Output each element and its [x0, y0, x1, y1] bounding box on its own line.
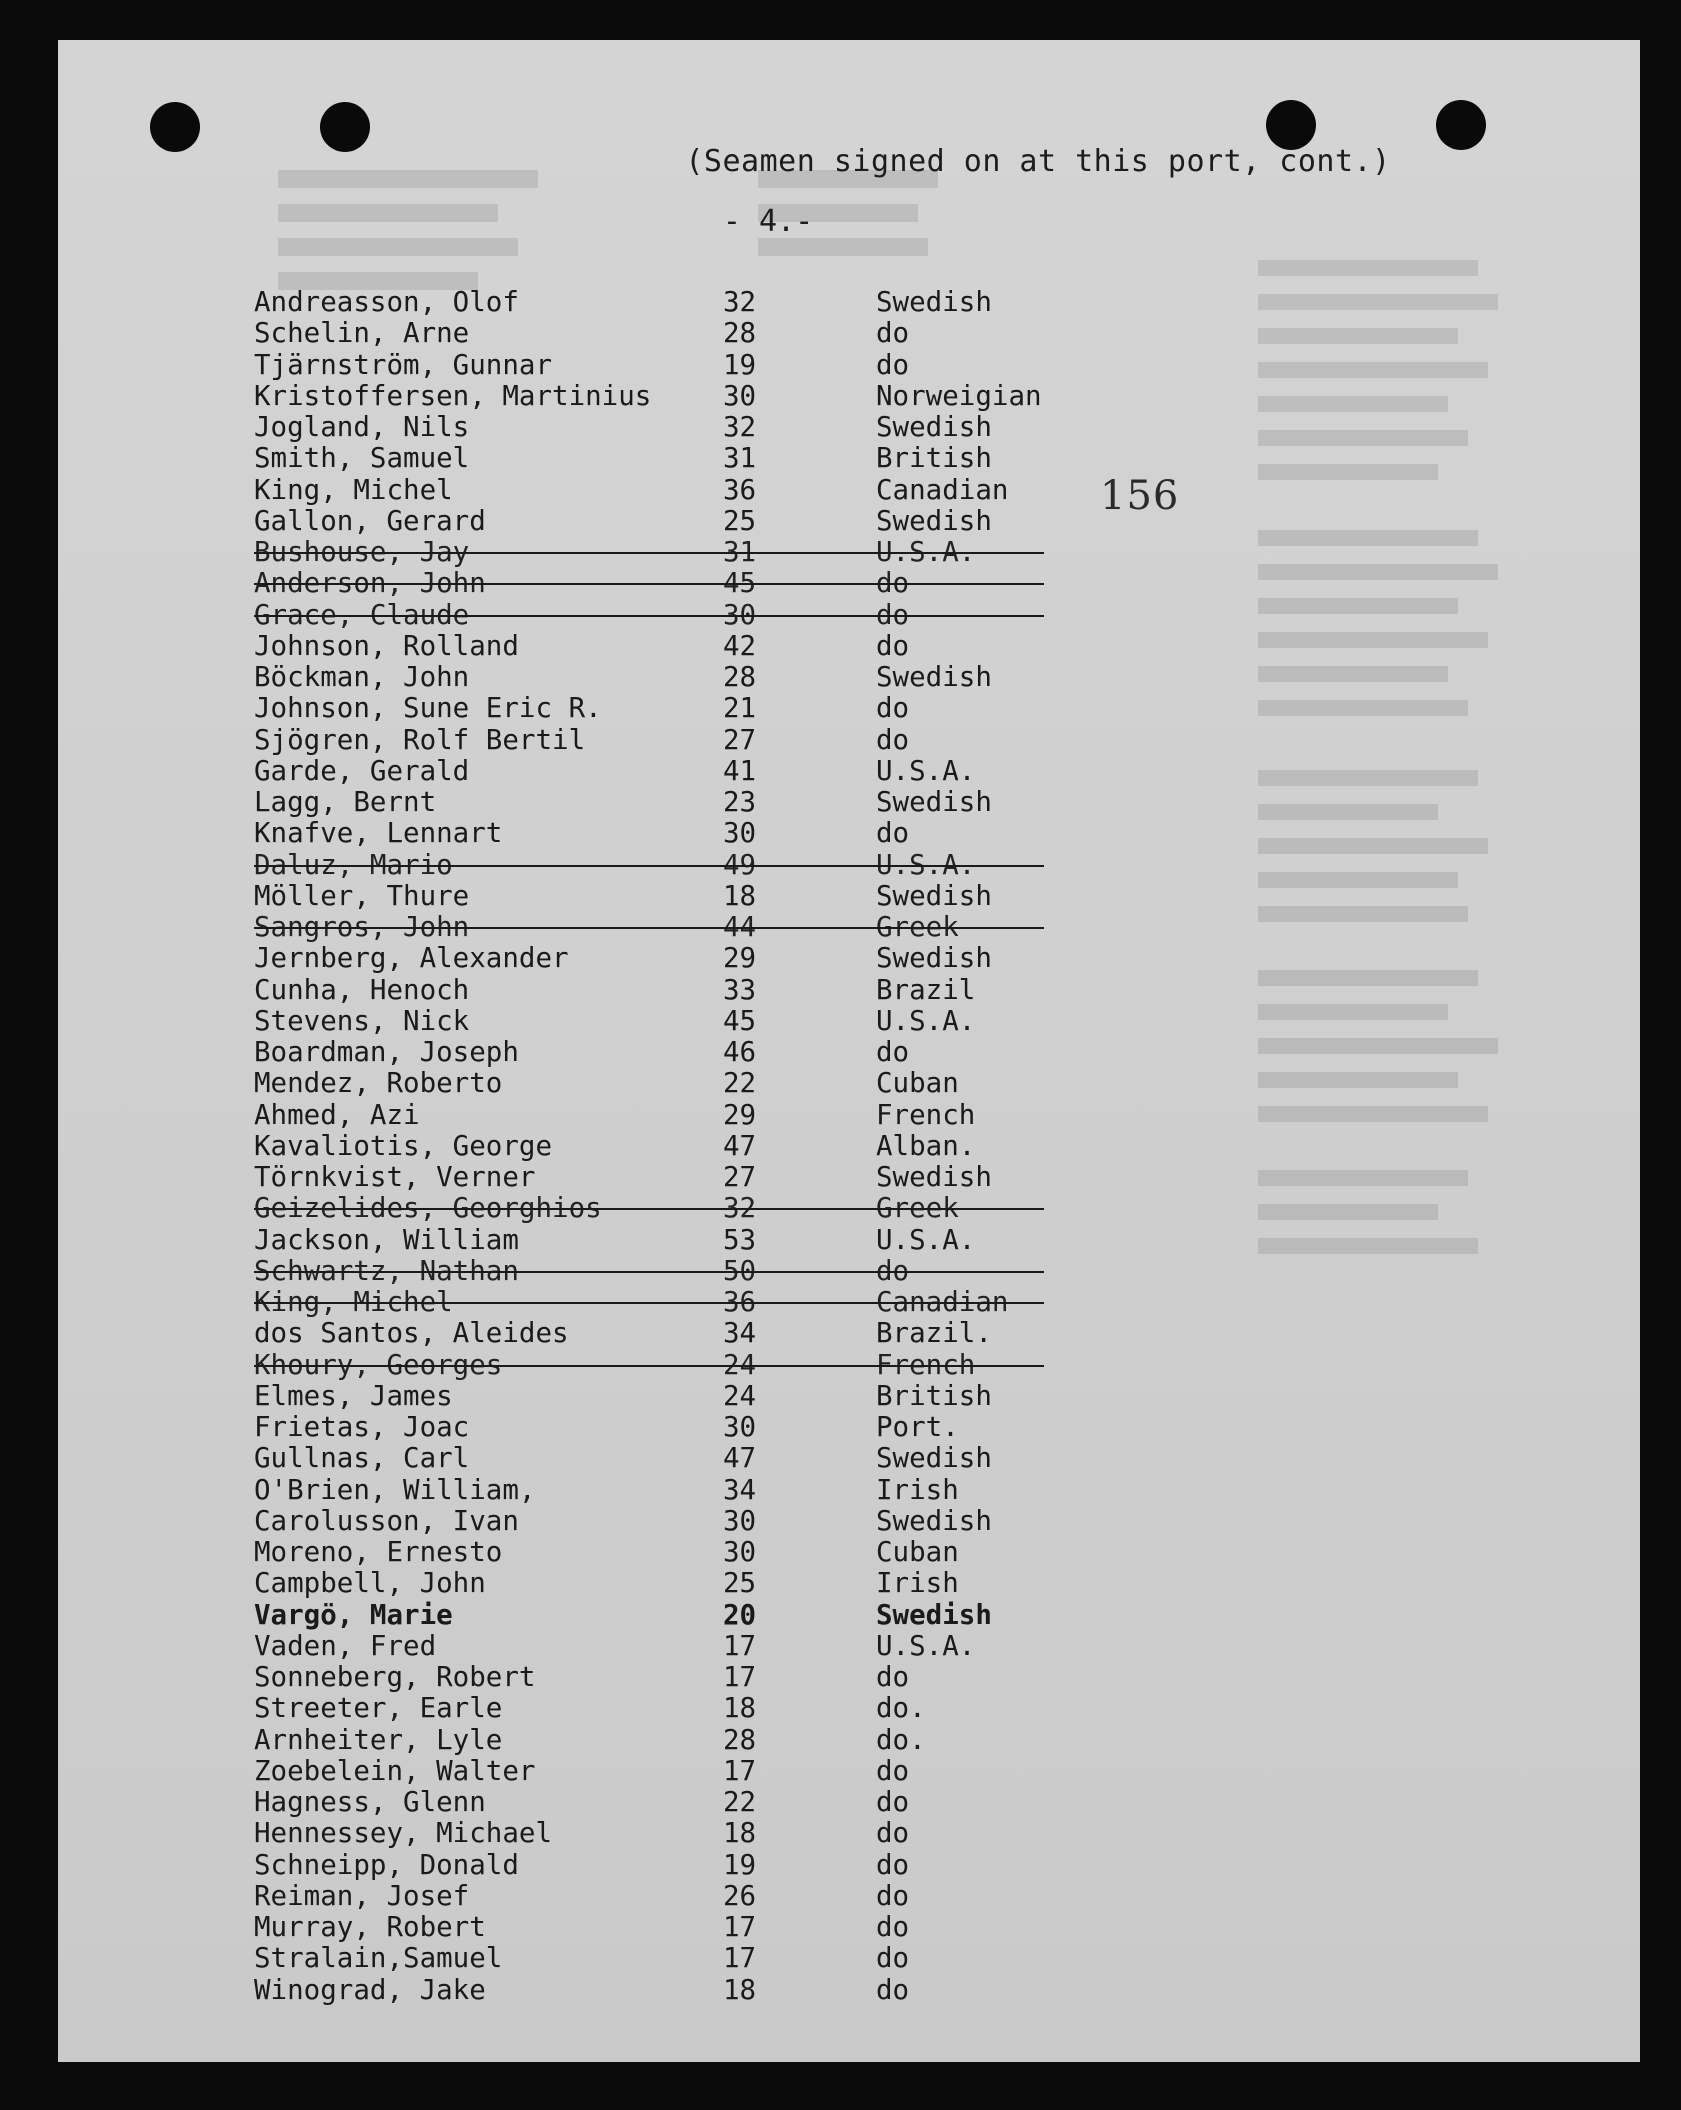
crew-age: 28 — [723, 317, 757, 350]
crew-age: 23 — [723, 786, 757, 818]
crew-age: 17 — [723, 1754, 757, 1787]
crew-age: 19 — [723, 348, 757, 381]
crew-age: 47 — [723, 1129, 757, 1162]
crew-row — [58, 1787, 1640, 1818]
crew-name: Ahmed, Azi — [254, 1098, 420, 1131]
crew-name: Campbell, John — [254, 1567, 486, 1600]
crew-name: Stevens, Nick — [254, 1004, 470, 1037]
crew-age: 17 — [723, 1911, 757, 1943]
crew-age: 29 — [723, 1098, 757, 1131]
crew-row — [58, 1975, 1640, 2006]
crew-name: Elmes, James — [254, 1379, 453, 1412]
crew-nationality: Port. — [876, 1411, 959, 1443]
crew-age: 31 — [723, 442, 757, 475]
crew-age: 21 — [723, 692, 757, 725]
crew-nationality: do. — [876, 1692, 926, 1725]
crew-nationality: do — [876, 1661, 910, 1693]
crew-row — [58, 1818, 1640, 1849]
crew-age: 36 — [723, 1286, 757, 1318]
crew-row — [58, 725, 1640, 756]
crew-row-struck — [58, 1193, 1640, 1224]
crew-name: Knafve, Lennart — [254, 817, 503, 850]
crew-nationality: do — [876, 817, 910, 850]
crew-nationality: do — [876, 317, 910, 350]
crew-nationality: do — [876, 1036, 910, 1068]
crew-row-struck — [58, 1287, 1640, 1318]
crew-nationality: do — [876, 598, 910, 631]
crew-nationality: do — [876, 348, 910, 381]
crew-age: 47 — [723, 1442, 757, 1475]
crew-nationality: Greek — [876, 1192, 959, 1225]
crew-name: Carolusson, Ivan — [254, 1504, 519, 1537]
folio-stamp: 156 — [1100, 473, 1180, 519]
crew-name: King, Michel — [254, 473, 453, 506]
crew-nationality: Swedish — [876, 504, 992, 537]
crew-row-struck — [58, 850, 1640, 881]
crew-nationality: do — [876, 1973, 910, 2006]
crew-row — [58, 506, 1640, 537]
crew-nationality: do — [876, 1848, 910, 1881]
crew-nationality: Swedish — [876, 879, 992, 912]
crew-row — [58, 1006, 1640, 1037]
crew-nationality: do — [876, 1754, 910, 1787]
crew-row — [58, 1225, 1640, 1256]
crew-name: Kristoffersen, Martinius — [254, 379, 652, 412]
crew-age: 19 — [723, 1848, 757, 1881]
crew-age: 27 — [723, 1161, 757, 1193]
crew-age: 29 — [723, 942, 757, 975]
crew-row — [58, 1600, 1640, 1631]
crew-name: Johnson, Sune Eric R. — [254, 692, 602, 725]
crew-age: 36 — [723, 473, 757, 506]
crew-age: 30 — [723, 1504, 757, 1537]
crew-age: 44 — [723, 911, 757, 943]
crew-age: 24 — [723, 1379, 757, 1412]
crew-name: Lagg, Bernt — [254, 786, 437, 818]
crew-name: Jernberg, Alexander — [254, 942, 569, 975]
crew-age: 32 — [723, 286, 757, 318]
crew-row — [58, 1881, 1640, 1912]
crew-nationality: Swedish — [876, 786, 992, 818]
crew-age: 18 — [723, 1692, 757, 1725]
crew-age: 28 — [723, 1723, 757, 1756]
crew-row — [58, 1568, 1640, 1599]
crew-nationality: do — [876, 1254, 910, 1287]
crew-age: 34 — [723, 1317, 757, 1350]
crew-age: 53 — [723, 1223, 757, 1256]
crew-nationality: Swedish — [876, 942, 992, 975]
crew-age: 32 — [723, 1192, 757, 1225]
crew-row — [58, 693, 1640, 724]
crew-name: Daluz, Mario — [254, 848, 453, 881]
crew-age: 46 — [723, 1036, 757, 1068]
crew-age: 33 — [723, 973, 757, 1006]
crew-name: Andreasson, Olof — [254, 286, 519, 318]
crew-age: 22 — [723, 1786, 757, 1818]
crew-row — [58, 1318, 1640, 1349]
crew-nationality: Swedish — [876, 661, 992, 693]
crew-age: 18 — [723, 1973, 757, 2006]
crew-name: Frietas, Joac — [254, 1411, 470, 1443]
crew-row — [58, 443, 1640, 474]
crew-name: Smith, Samuel — [254, 442, 470, 475]
crew-name: Vargö, Marie — [254, 1598, 453, 1631]
crew-nationality: Swedish — [876, 1161, 992, 1193]
crew-nationality: French — [876, 1348, 976, 1381]
crew-name: Sangros, John — [254, 911, 470, 943]
crew-row — [58, 881, 1640, 912]
crew-row — [58, 1693, 1640, 1724]
crew-age: 30 — [723, 1536, 757, 1568]
crew-nationality: British — [876, 442, 992, 475]
document-page — [58, 40, 1640, 2062]
crew-name: Bushouse, Jay — [254, 536, 470, 568]
crew-name: Hagness, Glenn — [254, 1786, 486, 1818]
crew-name: Reiman, Josef — [254, 1879, 470, 1912]
crew-row — [58, 1131, 1640, 1162]
crew-name: O'Brien, William, — [254, 1473, 536, 1506]
crew-name: Jackson, William — [254, 1223, 519, 1256]
crew-row — [58, 412, 1640, 443]
crew-row — [58, 1631, 1640, 1662]
crew-name: King, Michel — [254, 1286, 453, 1318]
crew-nationality: do — [876, 1817, 910, 1850]
crew-nationality: U.S.A. — [876, 1629, 976, 1662]
crew-nationality: U.S.A. — [876, 754, 976, 787]
crew-nationality: Swedish — [876, 411, 992, 443]
crew-name: Mendez, Roberto — [254, 1067, 503, 1100]
crew-nationality: Swedish — [876, 286, 992, 318]
crew-nationality: Cuban — [876, 1067, 959, 1100]
crew-age: 42 — [723, 629, 757, 662]
crew-age: 18 — [723, 1817, 757, 1850]
crew-name: Arnheiter, Lyle — [254, 1723, 503, 1756]
page-heading: (Seamen signed on at this port, cont.) — [685, 144, 1391, 179]
crew-row — [58, 943, 1640, 974]
crew-nationality: Swedish — [876, 1504, 992, 1537]
crew-age: 17 — [723, 1942, 757, 1975]
crew-list — [58, 40, 1640, 2062]
crew-row — [58, 287, 1640, 318]
crew-name: Böckman, John — [254, 661, 470, 693]
crew-name: Hennessey, Michael — [254, 1817, 553, 1850]
crew-age: 49 — [723, 848, 757, 881]
crew-name: Sjögren, Rolf Bertil — [254, 723, 586, 756]
crew-nationality: do — [876, 629, 910, 662]
crew-name: Vaden, Fred — [254, 1629, 437, 1662]
crew-nationality: French — [876, 1098, 976, 1131]
crew-name: Schneipp, Donald — [254, 1848, 519, 1881]
crew-nationality: Swedish — [876, 1442, 992, 1475]
crew-age: 45 — [723, 567, 757, 600]
crew-age: 17 — [723, 1661, 757, 1693]
crew-row — [58, 1725, 1640, 1756]
crew-name: Stralain,Samuel — [254, 1942, 503, 1975]
crew-name: Schelin, Arne — [254, 317, 470, 350]
crew-row — [58, 475, 1640, 506]
crew-nationality: Brazil — [876, 973, 976, 1006]
crew-row — [58, 975, 1640, 1006]
crew-name: Streeter, Earle — [254, 1692, 503, 1725]
crew-nationality: do — [876, 567, 910, 600]
crew-name: Moreno, Ernesto — [254, 1536, 503, 1568]
crew-name: Kavaliotis, George — [254, 1129, 553, 1162]
crew-row-struck — [58, 537, 1640, 568]
crew-row — [58, 631, 1640, 662]
crew-name: Boardman, Joseph — [254, 1036, 519, 1068]
crew-nationality: do — [876, 1786, 910, 1818]
crew-age: 25 — [723, 504, 757, 537]
crew-name: Schwartz, Nathan — [254, 1254, 519, 1287]
crew-name: Khoury, Georges — [254, 1348, 503, 1381]
crew-name: Johnson, Rolland — [254, 629, 519, 662]
crew-nationality: do — [876, 1942, 910, 1975]
crew-row — [58, 350, 1640, 381]
crew-name: Garde, Gerald — [254, 754, 470, 787]
crew-name: Geizelides, Georghios — [254, 1192, 602, 1225]
crew-row — [58, 1943, 1640, 1974]
crew-row — [58, 1412, 1640, 1443]
crew-name: Gallon, Gerard — [254, 504, 486, 537]
crew-name: Gullnas, Carl — [254, 1442, 470, 1475]
crew-nationality: Alban. — [876, 1129, 976, 1162]
crew-age: 30 — [723, 598, 757, 631]
crew-name: Cunha, Henoch — [254, 973, 470, 1006]
crew-name: Möller, Thure — [254, 879, 470, 912]
crew-row — [58, 756, 1640, 787]
crew-row — [58, 1537, 1640, 1568]
crew-nationality: Cuban — [876, 1536, 959, 1568]
crew-age: 30 — [723, 379, 757, 412]
crew-age: 17 — [723, 1629, 757, 1662]
crew-age: 45 — [723, 1004, 757, 1037]
crew-row-struck — [58, 912, 1640, 943]
crew-age: 26 — [723, 1879, 757, 1912]
crew-nationality: do — [876, 692, 910, 725]
crew-row — [58, 1443, 1640, 1474]
crew-nationality: do — [876, 1911, 910, 1943]
crew-name: Anderson, John — [254, 567, 486, 600]
crew-nationality: Norweigian — [876, 379, 1042, 412]
crew-row — [58, 318, 1640, 349]
crew-nationality: British — [876, 1379, 992, 1412]
crew-nationality: Irish — [876, 1473, 959, 1506]
crew-name: Zoebelein, Walter — [254, 1754, 536, 1787]
crew-row — [58, 1756, 1640, 1787]
crew-nationality: Canadian — [876, 473, 1009, 506]
crew-name: Murray, Robert — [254, 1911, 486, 1943]
crew-row-struck — [58, 600, 1640, 631]
crew-row — [58, 1506, 1640, 1537]
crew-age: 20 — [723, 1598, 757, 1631]
page-number: - 4.- — [722, 204, 814, 239]
crew-nationality: U.S.A. — [876, 1223, 976, 1256]
crew-row — [58, 1162, 1640, 1193]
crew-nationality: U.S.A. — [876, 1004, 976, 1037]
crew-nationality: Irish — [876, 1567, 959, 1600]
crew-nationality: U.S.A. — [876, 848, 976, 881]
crew-row — [58, 381, 1640, 412]
crew-row — [58, 1037, 1640, 1068]
crew-row — [58, 1850, 1640, 1881]
crew-row — [58, 1100, 1640, 1131]
crew-row-struck — [58, 1256, 1640, 1287]
crew-age: 18 — [723, 879, 757, 912]
crew-name: Sonneberg, Robert — [254, 1661, 536, 1693]
crew-age: 24 — [723, 1348, 757, 1381]
crew-nationality: do — [876, 1879, 910, 1912]
crew-row — [58, 1662, 1640, 1693]
crew-name: Jogland, Nils — [254, 411, 470, 443]
crew-name: dos Santos, Aleides — [254, 1317, 569, 1350]
crew-row — [58, 818, 1640, 849]
crew-nationality: do. — [876, 1723, 926, 1756]
crew-age: 31 — [723, 536, 757, 568]
crew-age: 30 — [723, 1411, 757, 1443]
crew-age: 25 — [723, 1567, 757, 1600]
crew-row — [58, 787, 1640, 818]
crew-age: 30 — [723, 817, 757, 850]
crew-row — [58, 1475, 1640, 1506]
crew-age: 22 — [723, 1067, 757, 1100]
crew-row — [58, 1068, 1640, 1099]
crew-nationality: Brazil. — [876, 1317, 992, 1350]
crew-age: 32 — [723, 411, 757, 443]
crew-age: 28 — [723, 661, 757, 693]
crew-name: Tjärnström, Gunnar — [254, 348, 553, 381]
crew-nationality: Greek — [876, 911, 959, 943]
crew-age: 34 — [723, 1473, 757, 1506]
crew-nationality: do — [876, 723, 910, 756]
crew-name: Törnkvist, Verner — [254, 1161, 536, 1193]
crew-row — [58, 1912, 1640, 1943]
crew-nationality: U.S.A. — [876, 536, 976, 568]
crew-row-struck — [58, 568, 1640, 599]
crew-nationality: Swedish — [876, 1598, 992, 1631]
crew-age: 27 — [723, 723, 757, 756]
crew-name: Winograd, Jake — [254, 1973, 486, 2006]
crew-age: 50 — [723, 1254, 757, 1287]
crew-row — [58, 662, 1640, 693]
crew-row — [58, 1381, 1640, 1412]
crew-name: Grace, Claude — [254, 598, 470, 631]
crew-age: 41 — [723, 754, 757, 787]
crew-nationality: Canadian — [876, 1286, 1009, 1318]
crew-row-struck — [58, 1350, 1640, 1381]
